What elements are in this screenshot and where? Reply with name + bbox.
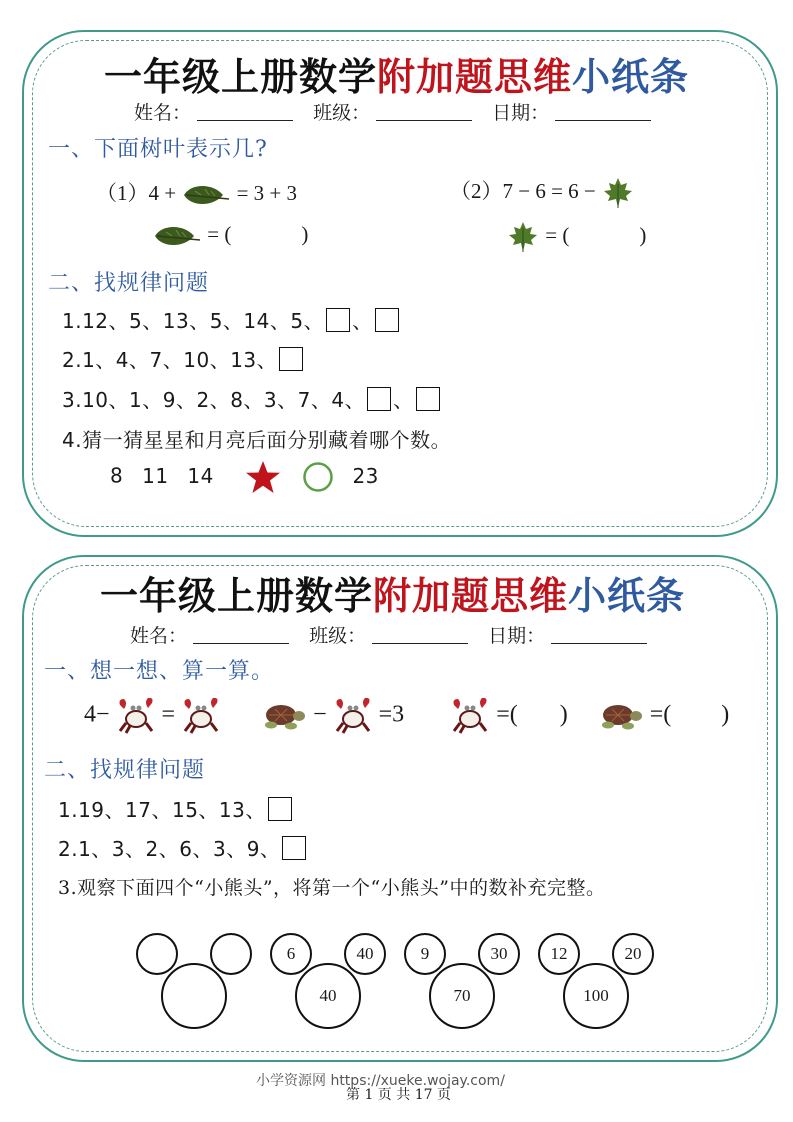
pattern-1 <box>62 305 401 334</box>
answer-box[interactable] <box>279 347 303 371</box>
seq-value: 14 <box>187 463 214 488</box>
q2-equals: = ( <box>545 222 570 247</box>
leaf-icon <box>152 222 207 246</box>
pattern-2 <box>62 344 305 373</box>
bear-right-ear[interactable] <box>210 933 252 975</box>
seq-value: 11 <box>142 463 169 488</box>
q1-equals: = ( <box>207 222 232 246</box>
name-blank[interactable] <box>193 643 289 644</box>
section-1-heading: 一、想一想、算一算。 <box>44 659 275 684</box>
seq-value: 23 <box>352 463 379 488</box>
maple-leaf-icon <box>601 179 635 203</box>
answer-box[interactable] <box>268 797 292 821</box>
crab-icon <box>181 702 227 728</box>
student-info-row <box>134 98 665 125</box>
title-blue-part: 小纸条 <box>568 573 686 618</box>
name-blank[interactable] <box>197 120 293 121</box>
worksheet-card-1 <box>22 30 778 537</box>
separator: 、 <box>393 388 414 412</box>
animal-equations <box>84 697 729 735</box>
pattern-4-question: 4.猜一猜星星和月亮后面分别藏着哪个数。 <box>62 428 452 452</box>
class-label: 班级： <box>313 102 371 124</box>
bear-left-ear: 6 <box>270 933 312 975</box>
eq3-equals: =( <box>496 701 518 728</box>
bear-face[interactable] <box>161 963 227 1029</box>
pattern-2-text: 2.1、3、2、6、3、9、 <box>58 837 281 861</box>
title-blue-part: 小纸条 <box>572 54 690 99</box>
crab-icon <box>333 702 379 728</box>
answer-box[interactable] <box>326 308 350 332</box>
date-blank[interactable] <box>555 120 651 121</box>
date-label: 日期： <box>488 625 546 647</box>
eq4-equals: =( <box>649 701 672 728</box>
q1-close-paren: ) <box>301 222 309 246</box>
title-black-part: 一年级上册数学 <box>104 54 378 99</box>
eq1-equals: = <box>161 701 176 728</box>
bear-face: 40 <box>295 963 361 1029</box>
pattern-2 <box>58 833 308 862</box>
eq3-close-paren: ) <box>559 701 568 728</box>
crab-icon <box>450 702 496 728</box>
title-black-part: 一年级上册数学 <box>100 573 374 618</box>
bear-heads-figure <box>136 927 676 1052</box>
pattern-3-question: 3.观察下面四个“小熊头”，将第一个“小熊头”中的数补充完整。 <box>58 877 606 899</box>
bear-face: 70 <box>429 963 495 1029</box>
section-2-heading: 二、找规律问题 <box>44 758 206 783</box>
question-1-answer <box>152 222 308 248</box>
eq2-result: =3 <box>378 701 405 728</box>
eq1-left: 4− <box>84 701 110 728</box>
class-blank[interactable] <box>372 643 468 644</box>
answer-box[interactable] <box>375 308 399 332</box>
answer-box[interactable] <box>282 836 306 860</box>
pattern-1-text: 1.19、17、15、13、 <box>58 798 266 822</box>
page-number: 第 1 页 共 17 页 <box>346 1087 451 1103</box>
turtle-icon <box>598 702 650 728</box>
bear-left-ear: 9 <box>404 933 446 975</box>
class-blank[interactable] <box>376 120 472 121</box>
question-1-equation <box>96 177 297 207</box>
leaf-icon <box>181 181 236 205</box>
star-icon[interactable] <box>245 464 292 488</box>
eq4-close-paren: ) <box>721 701 730 728</box>
section-1-heading: 一、下面树叶表示几? <box>48 137 268 162</box>
card-title <box>104 46 689 101</box>
worksheet-card-2 <box>22 555 778 1062</box>
answer-box[interactable] <box>416 387 440 411</box>
pattern-1 <box>58 794 294 823</box>
q2-close-paren: ) <box>639 222 647 247</box>
crab-icon <box>116 702 162 728</box>
turtle-icon <box>261 702 313 728</box>
section-2-heading: 二、找规律问题 <box>48 271 210 296</box>
date-blank[interactable] <box>551 643 647 644</box>
class-label: 班级： <box>309 625 367 647</box>
card-title <box>100 565 685 620</box>
name-label: 姓名： <box>134 102 192 124</box>
bear-right-ear: 40 <box>344 933 386 975</box>
moon-circle-icon[interactable] <box>302 464 345 488</box>
pattern-1-text: 1.12、5、13、5、14、5、 <box>62 309 325 333</box>
pattern-2-text: 2.1、4、7、10、13、 <box>62 348 278 372</box>
q1-prefix: （1）4 + <box>96 181 177 205</box>
bear-right-ear: 30 <box>478 933 520 975</box>
bear-left-ear: 12 <box>538 933 580 975</box>
answer-box[interactable] <box>367 387 391 411</box>
title-red-part: 附加题思维 <box>373 573 569 618</box>
q1-suffix: = 3 + 3 <box>236 181 298 205</box>
question-2-equation <box>450 175 635 210</box>
pattern-3 <box>62 384 442 413</box>
maple-leaf-icon <box>506 223 545 247</box>
title-red-part: 附加题思维 <box>377 54 573 99</box>
bear-face: 100 <box>563 963 629 1029</box>
date-label: 日期： <box>492 102 550 124</box>
separator: 、 <box>352 309 373 333</box>
pattern-4-sequence <box>110 460 379 494</box>
eq2-minus: − <box>313 701 327 728</box>
name-label: 姓名： <box>130 625 188 647</box>
q2-prefix: （2）7 − 6 = 6 − <box>450 179 596 203</box>
watermark-text: 小学资源网 https://xueke.wojay.com/ <box>256 1073 505 1089</box>
seq-value: 8 <box>110 463 124 488</box>
bear-right-ear: 20 <box>612 933 654 975</box>
question-2-answer <box>506 220 646 254</box>
bear-left-ear[interactable] <box>136 933 178 975</box>
student-info-row <box>130 621 661 648</box>
pattern-3-text: 3.10、1、9、2、8、3、7、4、 <box>62 388 366 412</box>
